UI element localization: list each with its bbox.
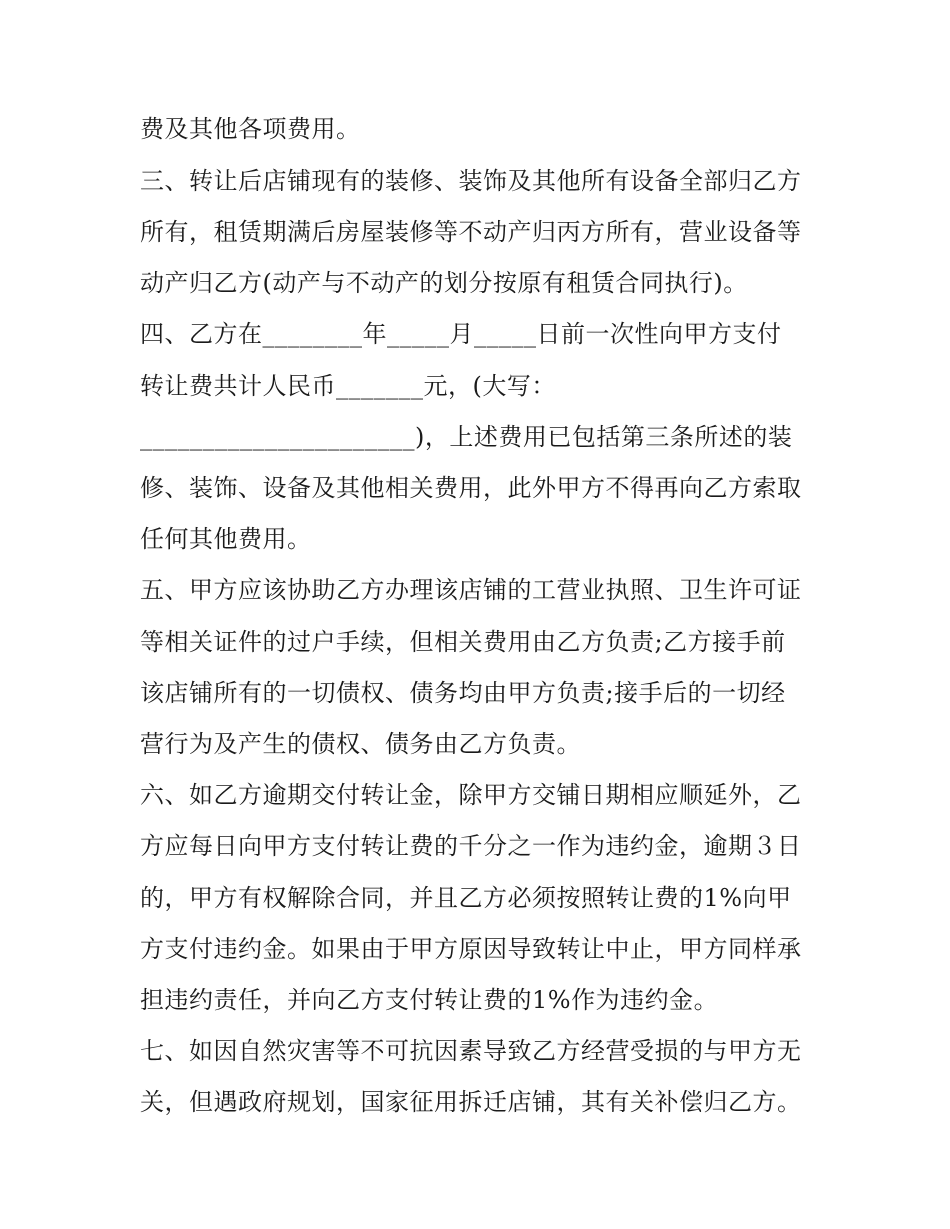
text-line: 所有，租赁期满后房屋装修等不动产归丙方所有，营业设备等	[140, 218, 802, 246]
text-line: 营行为及产生的债权、债务由乙方负责。	[140, 730, 581, 758]
text-line: ______________________)，上述费用已包括第三条所述的装	[140, 423, 793, 451]
text-line: 任何其他费用。	[140, 525, 312, 553]
text-line: 三、转让后店铺现有的装修、装饰及其他所有设备全部归乙方	[140, 167, 802, 195]
text-line: 五、甲方应该协助乙方办理该店铺的工营业执照、卫生许可证	[140, 576, 802, 604]
text-line: 关，但遇政府规划，国家征用拆迁店铺，其有关补偿归乙方。	[140, 1088, 802, 1116]
text-line: 修、装饰、设备及其他相关费用，此外甲方不得再向乙方索取	[140, 474, 802, 502]
text-line: 的，甲方有权解除合同，并且乙方必须按照转让费的1%向甲	[140, 884, 792, 912]
text-line: 六、如乙方逾期交付转让金，除甲方交铺日期相应顺延外，乙	[140, 781, 802, 809]
text-line: 等相关证件的过户手续，但相关费用由乙方负责;乙方接手前	[140, 628, 786, 656]
text-line: 四、乙方在________年_____月_____日前一次性向甲方支付	[140, 320, 782, 348]
text-line: 七、如因自然灾害等不可抗因素导致乙方经营受损的与甲方无	[140, 1037, 802, 1065]
text-line: 担违约责任，并向乙方支付转让费的1%作为违约金。	[140, 986, 719, 1014]
text-line: 转让费共计人民币_______元，(大写：	[140, 372, 556, 400]
text-line: 方应每日向甲方支付转让费的千分之一作为违约金，逾期３日	[140, 832, 802, 860]
text-line: 费及其他各项费用。	[140, 115, 361, 143]
text-line: 该店铺所有的一切债权、债务均由甲方负责;接手后的一切经	[140, 679, 786, 707]
text-line: 动产归乙方(动产与不动产的划分按原有租赁合同执行)。	[140, 269, 748, 297]
text-line: 方支付违约金。如果由于甲方原因导致转让中止，甲方同样承	[140, 935, 802, 963]
